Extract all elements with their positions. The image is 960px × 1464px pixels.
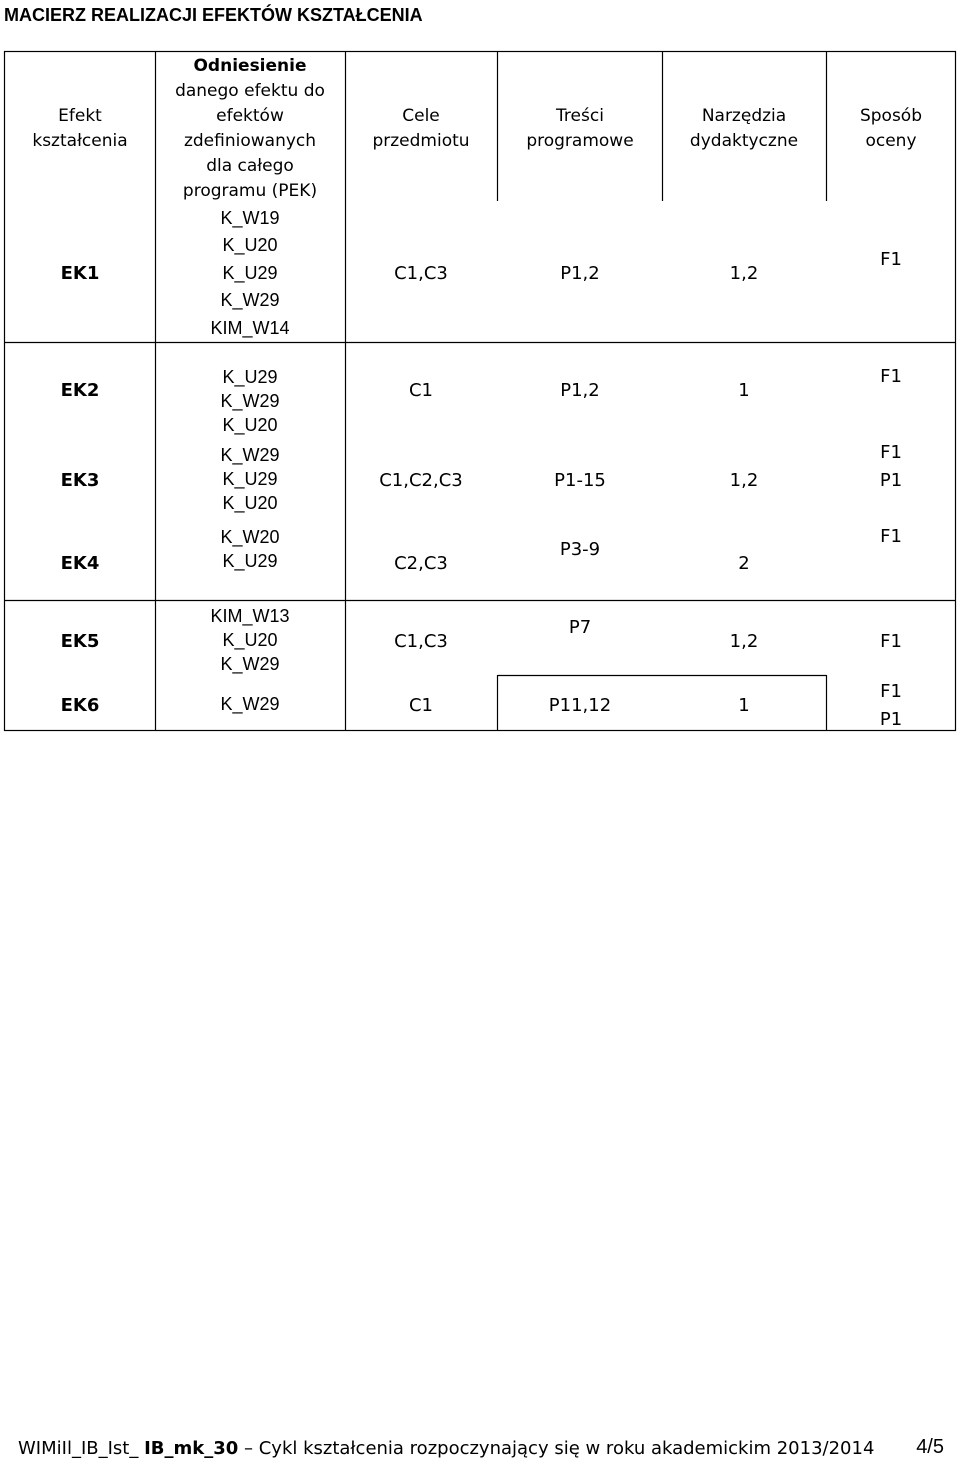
page-footer	[18, 1438, 874, 1459]
row-ek6-label: EK6	[60, 695, 100, 716]
row-ek3-tresci: P1-15	[554, 470, 606, 491]
header-efekt-line-1: Efekt	[58, 106, 102, 126]
header-efekt	[32, 106, 127, 151]
row-ek3-ref-3: K_U20	[222, 493, 278, 513]
row-ek1-ref-1: K_W19	[220, 208, 280, 228]
row-ek6-ocena-2: P1	[879, 709, 903, 730]
table-row-ek5	[61, 606, 902, 675]
row-ek2-label: EK2	[60, 380, 100, 401]
header-narzedzia-line-2: dydaktyczne	[689, 131, 799, 151]
header-odniesienie-line-2: danego efektu do	[175, 81, 325, 101]
row-ek2-narzedzia: 1	[738, 380, 750, 401]
row-ek5-tresci: P7	[568, 617, 592, 638]
table-grid	[4, 51, 956, 731]
row-ek5-ref-2: K_U20	[222, 630, 278, 650]
row-ek3-narzedzia: 1,2	[729, 470, 759, 491]
header-efekt-line-2: kształcenia	[32, 131, 128, 151]
row-ek1-cele: C1,C3	[394, 263, 448, 284]
row-ek4-narzedzia: 2	[738, 553, 750, 574]
row-ek5-narzedzia: 1,2	[729, 631, 759, 652]
table-row-ek3	[61, 442, 903, 514]
row-ek6-tresci: P11,12	[548, 695, 612, 716]
header-cele	[372, 106, 469, 151]
header-odniesienie	[175, 56, 325, 201]
page-number: 4/5	[916, 1436, 944, 1458]
header-odniesienie-line-3: efektów	[216, 106, 284, 126]
row-ek4-ocena-1: F1	[880, 526, 902, 547]
row-ek5-cele: C1,C3	[394, 631, 448, 652]
row-ek5-ref-3: K_W29	[220, 654, 280, 674]
row-ek4-tresci: P3-9	[559, 539, 601, 560]
row-ek2-ocena-1: F1	[880, 366, 902, 387]
row-ek6-ref-1: K_W29	[220, 694, 280, 714]
row-ek5-ref-1: KIM_W13	[210, 606, 290, 626]
page-title: MACIERZ REALIZACJI EFEKTÓW KSZTAŁCENIA	[4, 5, 423, 25]
row-ek6-ocena-1: F1	[880, 681, 902, 702]
table-row-ek6	[61, 681, 903, 730]
row-ek4-ref-1: K_W20	[220, 527, 280, 547]
row-ek1-tresci: P1,2	[560, 263, 600, 284]
table-row-ek2	[61, 366, 902, 436]
footer-prefix: WIMiIl_IB_Ist_	[18, 1438, 145, 1459]
header-odniesienie-line-4: zdefiniowanych	[183, 131, 317, 151]
row-ek2-cele: C1	[408, 380, 434, 401]
row-ek3-ocena-2: P1	[879, 470, 903, 491]
header-odniesienie-line-1: Odniesienie	[193, 56, 307, 76]
header-tresci	[526, 106, 633, 151]
row-ek5-ocena-1: F1	[880, 631, 902, 652]
header-tresci-line-1: Treści	[556, 106, 604, 126]
table-row-ek4	[61, 526, 902, 574]
row-ek1-narzedzia: 1,2	[729, 263, 759, 284]
header-narzedzia	[690, 106, 798, 151]
header-tresci-line-2: programowe	[526, 131, 634, 151]
row-ek1-ref-3: K_U29	[222, 263, 278, 283]
row-ek3-ref-1: K_W29	[220, 445, 280, 465]
footer-course-code: IB_mk_30	[144, 1438, 239, 1459]
row-ek6-narzedzia: 1	[738, 695, 750, 716]
header-sposob-line-2: oceny	[865, 131, 917, 151]
row-ek4-ref-2: K_U29	[222, 551, 278, 571]
table-row-ek1	[61, 208, 902, 339]
row-ek1-ref-5: KIM_W14	[210, 318, 290, 338]
row-ek2-tresci: P1,2	[560, 380, 600, 401]
row-ek2-ref-2: K_W29	[220, 391, 280, 411]
row-ek6-cele: C1	[408, 695, 434, 716]
header-cele-line-2: przedmiotu	[372, 131, 470, 151]
header-sposob-line-1: Sposób	[859, 106, 923, 126]
row-ek3-ocena-1: F1	[880, 442, 902, 463]
footer-cycle-text: – Cykl kształcenia rozpoczynający się w roku akademickim 2013/2014	[238, 1438, 875, 1459]
header-odniesienie-line-5: dla całego	[206, 156, 294, 176]
row-ek3-label: EK3	[60, 470, 100, 491]
row-ek1-ref-4: K_W29	[220, 290, 280, 310]
row-ek3-cele: C1,C2,C3	[379, 470, 463, 491]
row-ek5-label: EK5	[60, 631, 100, 652]
header-narzedzia-line-1: Narzędzia	[701, 106, 787, 126]
row-ek1-ref-2: K_U20	[222, 235, 278, 255]
header-cele-line-1: Cele	[402, 106, 440, 126]
header-sposob	[860, 106, 922, 151]
row-ek1-label: EK1	[60, 263, 100, 284]
row-ek3-ref-2: K_U29	[222, 469, 278, 489]
header-odniesienie-line-6: programu (PEK)	[182, 181, 318, 201]
row-ek4-label: EK4	[60, 553, 100, 574]
row-ek1-ocena-1: F1	[880, 249, 902, 270]
row-ek2-ref-3: K_U20	[222, 415, 278, 435]
row-ek2-ref-1: K_U29	[222, 367, 278, 387]
row-ek4-cele: C2,C3	[394, 553, 448, 574]
